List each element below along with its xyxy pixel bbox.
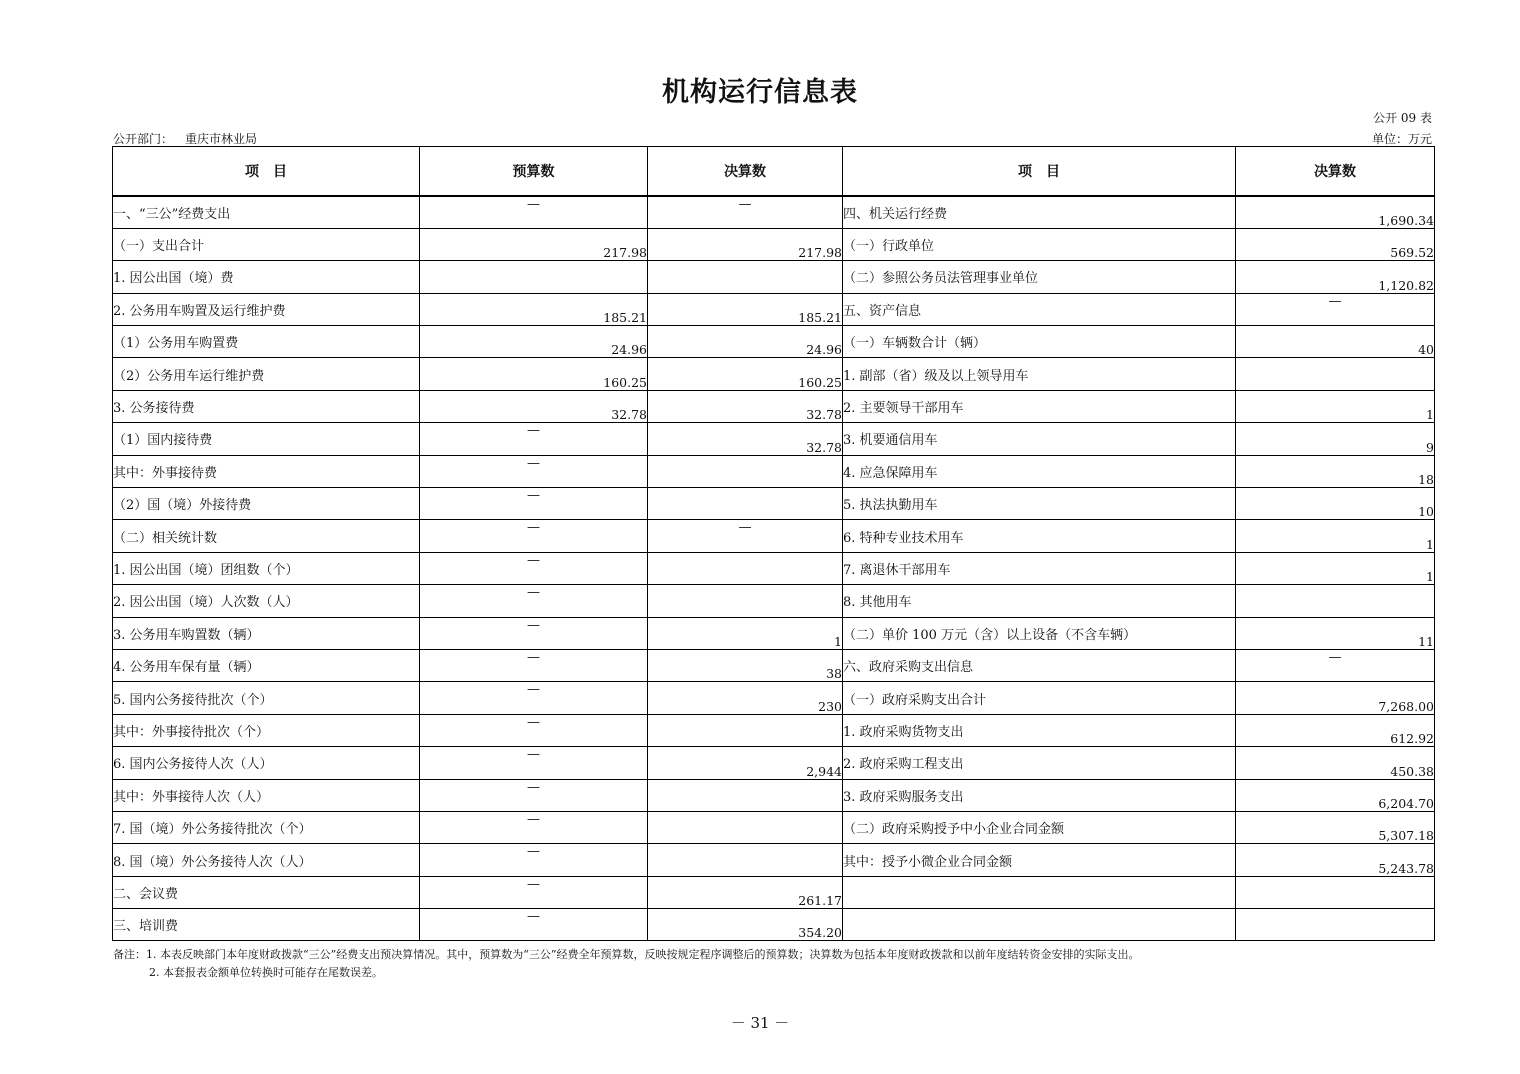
table-row [113, 649, 1435, 681]
table-row [113, 196, 1435, 228]
info-table [112, 146, 1435, 941]
table-row [113, 423, 1435, 455]
row-item-label-right: （一）行政单位 [843, 228, 1236, 260]
table-row [113, 714, 1435, 746]
row-budget-value: — [420, 423, 648, 455]
table-body [113, 196, 1435, 941]
row-final-value: 38 [648, 649, 843, 681]
row-final-value-right: 18 [1236, 455, 1435, 487]
row-item-label-right [843, 909, 1236, 941]
page-number: － 31 － [730, 1014, 790, 1032]
row-item-label: 6. 国内公务接待人次（人） [113, 747, 420, 779]
row-item-label: 1. 因公出国（境）费 [113, 261, 420, 293]
row-item-label-right: 四、机关运行经费 [843, 196, 1236, 228]
row-budget-value: — [420, 455, 648, 487]
row-item-label: 其中：外事接待批次（个） [113, 714, 420, 746]
row-budget-value: 160.25 [420, 358, 648, 390]
header-final-right: 决算数 [1236, 147, 1435, 197]
table-header-row [113, 147, 1435, 197]
table-row [113, 326, 1435, 358]
row-item-label: 其中：外事接待人次（人） [113, 779, 420, 811]
row-item-label: 5. 国内公务接待批次（个） [113, 682, 420, 714]
row-final-value-right: 450.38 [1236, 747, 1435, 779]
row-budget-value: 24.96 [420, 326, 648, 358]
row-item-label-right: 2. 主要领导干部用车 [843, 390, 1236, 422]
row-final-value-right: 569.52 [1236, 228, 1435, 260]
row-item-label: 3. 公务接待费 [113, 390, 420, 422]
table-row [113, 358, 1435, 390]
row-final-value: — [648, 196, 843, 228]
row-final-value-right: 1 [1236, 552, 1435, 584]
row-final-value [648, 261, 843, 293]
row-item-label-right: 其中：授予小微企业合同金额 [843, 844, 1236, 876]
row-item-label-right: 五、资产信息 [843, 293, 1236, 325]
row-budget-value: — [420, 488, 648, 520]
table-row [113, 876, 1435, 908]
note-1: 备注：1. 本表反映部门本年度财政拨款“三公”经费支出预决算情况。其中，预算数为“三公”经费全年预算数，反映按规定程序调整后的预算数；决算数为包括本年度财政拨款和以前年度结转资金安排的实际支出。 [113, 948, 1140, 961]
department-value: 重庆市林业局 [185, 132, 258, 146]
table-row [113, 488, 1435, 520]
row-item-label: 二、会议费 [113, 876, 420, 908]
row-item-label-right: 5. 执法执勤用车 [843, 488, 1236, 520]
row-budget-value: 32.78 [420, 390, 648, 422]
row-item-label-right: 6. 特种专业技术用车 [843, 520, 1236, 552]
row-final-value-right: 10 [1236, 488, 1435, 520]
row-final-value [648, 455, 843, 487]
row-budget-value: — [420, 747, 648, 779]
table-row [113, 585, 1435, 617]
row-final-value [648, 844, 843, 876]
row-item-label-right: 8. 其他用车 [843, 585, 1236, 617]
row-final-value [648, 552, 843, 584]
row-item-label-right: （一）车辆数合计（辆） [843, 326, 1236, 358]
row-final-value [648, 811, 843, 843]
table-row [113, 228, 1435, 260]
row-final-value [648, 488, 843, 520]
header-final: 决算数 [648, 147, 843, 197]
row-final-value-right: 5,243.78 [1236, 844, 1435, 876]
row-final-value-right [1236, 876, 1435, 908]
row-budget-value: — [420, 909, 648, 941]
row-budget-value: — [420, 196, 648, 228]
row-item-label: 三、培训费 [113, 909, 420, 941]
row-final-value [648, 714, 843, 746]
table-row [113, 779, 1435, 811]
row-final-value: — [648, 520, 843, 552]
table-row [113, 617, 1435, 649]
row-final-value-right: 40 [1236, 326, 1435, 358]
row-item-label: （1）国内接待费 [113, 423, 420, 455]
row-item-label: 其中：外事接待费 [113, 455, 420, 487]
row-final-value-right: 7,268.00 [1236, 682, 1435, 714]
row-final-value: 185.21 [648, 293, 843, 325]
row-budget-value: — [420, 585, 648, 617]
row-final-value: 354.20 [648, 909, 843, 941]
row-budget-value: 185.21 [420, 293, 648, 325]
unit-label: 单位：万元 [1371, 132, 1432, 146]
row-budget-value: — [420, 552, 648, 584]
row-final-value-right: 612.92 [1236, 714, 1435, 746]
row-item-label: 1. 因公出国（境）团组数（个） [113, 552, 420, 584]
page-title: 机构运行信息表 [662, 77, 858, 108]
row-final-value-right [1236, 585, 1435, 617]
row-budget-value: — [420, 876, 648, 908]
row-final-value [648, 585, 843, 617]
table-row [113, 455, 1435, 487]
row-item-label-right: 2. 政府采购工程支出 [843, 747, 1236, 779]
row-item-label: 3. 公务用车购置数（辆） [113, 617, 420, 649]
row-item-label-right [843, 876, 1236, 908]
row-budget-value: — [420, 779, 648, 811]
row-item-label: （二）相关统计数 [113, 520, 420, 552]
notes [113, 946, 1139, 982]
department-label: 公开部门： [113, 132, 174, 146]
table-row [113, 520, 1435, 552]
row-item-label: 一、“三公”经费支出 [113, 196, 420, 228]
row-item-label: 2. 公务用车购置及运行维护费 [113, 293, 420, 325]
table-row [113, 844, 1435, 876]
table-row [113, 552, 1435, 584]
row-final-value: 24.96 [648, 326, 843, 358]
row-final-value: 2,944 [648, 747, 843, 779]
row-final-value: 230 [648, 682, 843, 714]
row-item-label: 2. 因公出国（境）人次数（人） [113, 585, 420, 617]
row-final-value: 32.78 [648, 423, 843, 455]
row-final-value: 32.78 [648, 390, 843, 422]
row-item-label-right: 1. 副部（省）级及以上领导用车 [843, 358, 1236, 390]
table-row [113, 682, 1435, 714]
form-number: 公开 09 表 [1373, 111, 1432, 125]
row-final-value: 160.25 [648, 358, 843, 390]
table-row [113, 747, 1435, 779]
row-budget-value: — [420, 649, 648, 681]
row-budget-value: — [420, 520, 648, 552]
row-final-value-right [1236, 358, 1435, 390]
row-final-value-right: — [1236, 293, 1435, 325]
table-row [113, 293, 1435, 325]
header-item: 项 目 [113, 147, 420, 197]
row-final-value-right: 5,307.18 [1236, 811, 1435, 843]
row-item-label: （2）国（境）外接待费 [113, 488, 420, 520]
row-item-label: 8. 国（境）外公务接待人次（人） [113, 844, 420, 876]
row-item-label: （一）支出合计 [113, 228, 420, 260]
row-final-value-right: 11 [1236, 617, 1435, 649]
row-budget-value: — [420, 844, 648, 876]
row-final-value-right: 6,204.70 [1236, 779, 1435, 811]
row-item-label: 4. 公务用车保有量（辆） [113, 649, 420, 681]
row-item-label-right: 7. 离退休干部用车 [843, 552, 1236, 584]
header-budget: 预算数 [420, 147, 648, 197]
row-budget-value: — [420, 714, 648, 746]
row-budget-value: — [420, 682, 648, 714]
row-item-label-right: （二）参照公务员法管理事业单位 [843, 261, 1236, 293]
row-budget-value: — [420, 811, 648, 843]
row-final-value-right: 9 [1236, 423, 1435, 455]
row-final-value-right: 1,690.34 [1236, 196, 1435, 228]
row-final-value: 261.17 [648, 876, 843, 908]
row-item-label-right: （二）单价 100 万元（含）以上设备（不含车辆） [843, 617, 1236, 649]
table-row [113, 390, 1435, 422]
row-final-value: 217.98 [648, 228, 843, 260]
row-item-label-right: 3. 机要通信用车 [843, 423, 1236, 455]
row-item-label: 7. 国（境）外公务接待批次（个） [113, 811, 420, 843]
row-item-label-right: （二）政府采购授予中小企业合同金额 [843, 811, 1236, 843]
row-budget-value [420, 261, 648, 293]
table-row [113, 261, 1435, 293]
table-row [113, 811, 1435, 843]
table-row [113, 909, 1435, 941]
note-2: 2. 本套报表金额单位转换时可能存在尾数误差。 [149, 966, 383, 979]
row-item-label-right: 4. 应急保障用车 [843, 455, 1236, 487]
row-item-label-right: 1. 政府采购货物支出 [843, 714, 1236, 746]
row-final-value: 1 [648, 617, 843, 649]
row-item-label-right: 六、政府采购支出信息 [843, 649, 1236, 681]
department-info [113, 130, 257, 147]
row-final-value-right: 1 [1236, 390, 1435, 422]
row-final-value-right: — [1236, 649, 1435, 681]
row-final-value [648, 779, 843, 811]
row-budget-value: — [420, 617, 648, 649]
row-item-label: （2）公务用车运行维护费 [113, 358, 420, 390]
row-item-label-right: 3. 政府采购服务支出 [843, 779, 1236, 811]
row-item-label-right: （一）政府采购支出合计 [843, 682, 1236, 714]
header-item-right: 项 目 [843, 147, 1236, 197]
row-item-label: （1）公务用车购置费 [113, 326, 420, 358]
row-budget-value: 217.98 [420, 228, 648, 260]
row-final-value-right [1236, 909, 1435, 941]
row-final-value-right: 1,120.82 [1236, 261, 1435, 293]
row-final-value-right: 1 [1236, 520, 1435, 552]
